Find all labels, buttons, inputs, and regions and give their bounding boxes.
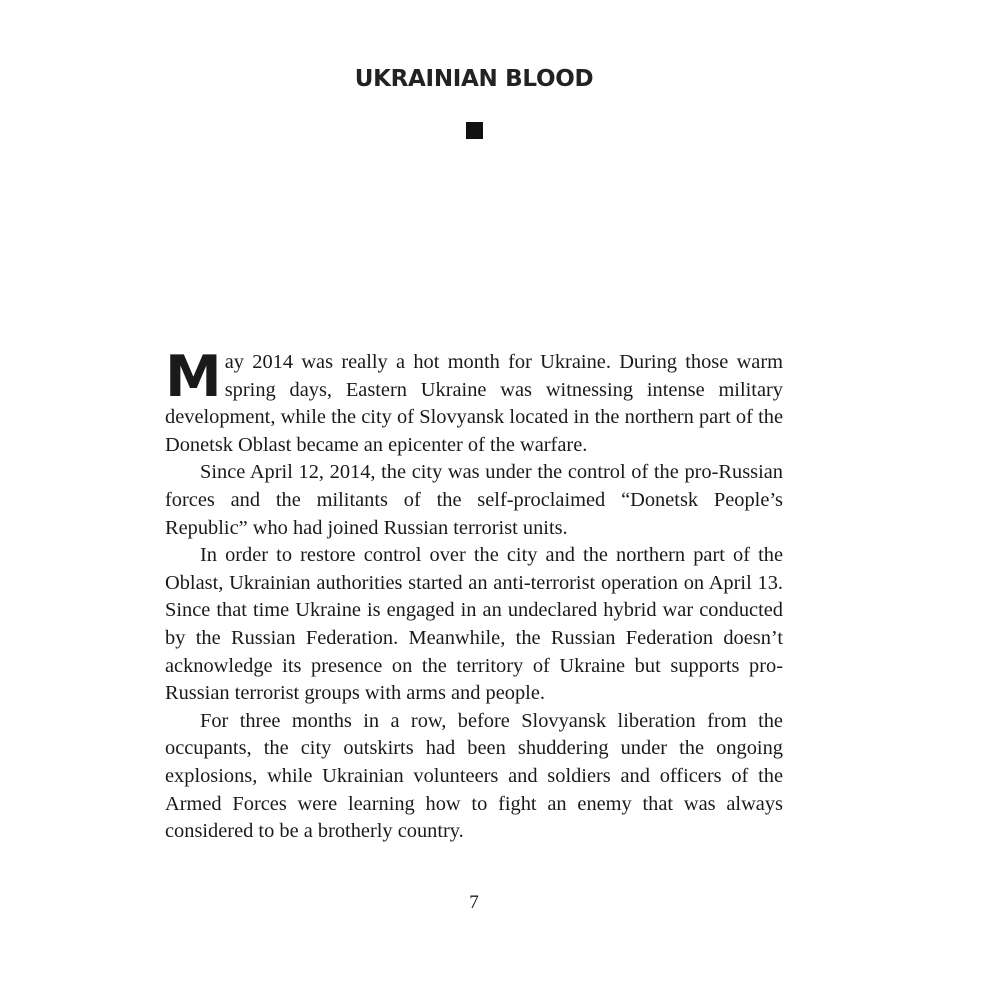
paragraph-1-text: ay 2014 was really a hot month for Ukraine. During those warm spring days, Eastern Ukraine was witnessing intense military development, while the city of Slovyansk located in the northern part of the Donetsk Oblast became an epicenter of the warfare.: [165, 351, 783, 456]
paragraph-1: [165, 344, 783, 459]
paragraph-4: For three months in a row, before Slovyansk liberation from the occupants, the city outskirts had been shuddering under the ongoing explosions, while Ukrainian volunteers and soldiers and officers of the Armed Forces were learning how to fight an enemy that was always considered to be a brotherly country.: [165, 709, 783, 843]
paragraph-3: In order to restore control over the city and the northern part of the Oblast, Ukrainian authorities started an anti-terrorist operation on April 13. Since that time Ukraine is engaged in an undeclared hybrid war conducted by the Russian Federation. Meanwhile, the Russian Federation doesn’t acknowledge its presence on the territory of Ukraine but supports pro-Russian terrorist groups with arms and people.: [165, 544, 783, 705]
page-number: 7: [469, 892, 479, 913]
paragraph-2: Since April 12, 2014, the city was under the control of the pro-Russian forces and the militants of the self-proclaimed “Donetsk People’s Republic” who had joined Russian terrorist units.: [165, 461, 783, 539]
chapter-title: UKRAINIAN BLOOD: [354, 66, 594, 92]
black-square-icon: [466, 122, 483, 139]
drop-cap: M: [165, 344, 222, 410]
body-text: [165, 344, 783, 846]
